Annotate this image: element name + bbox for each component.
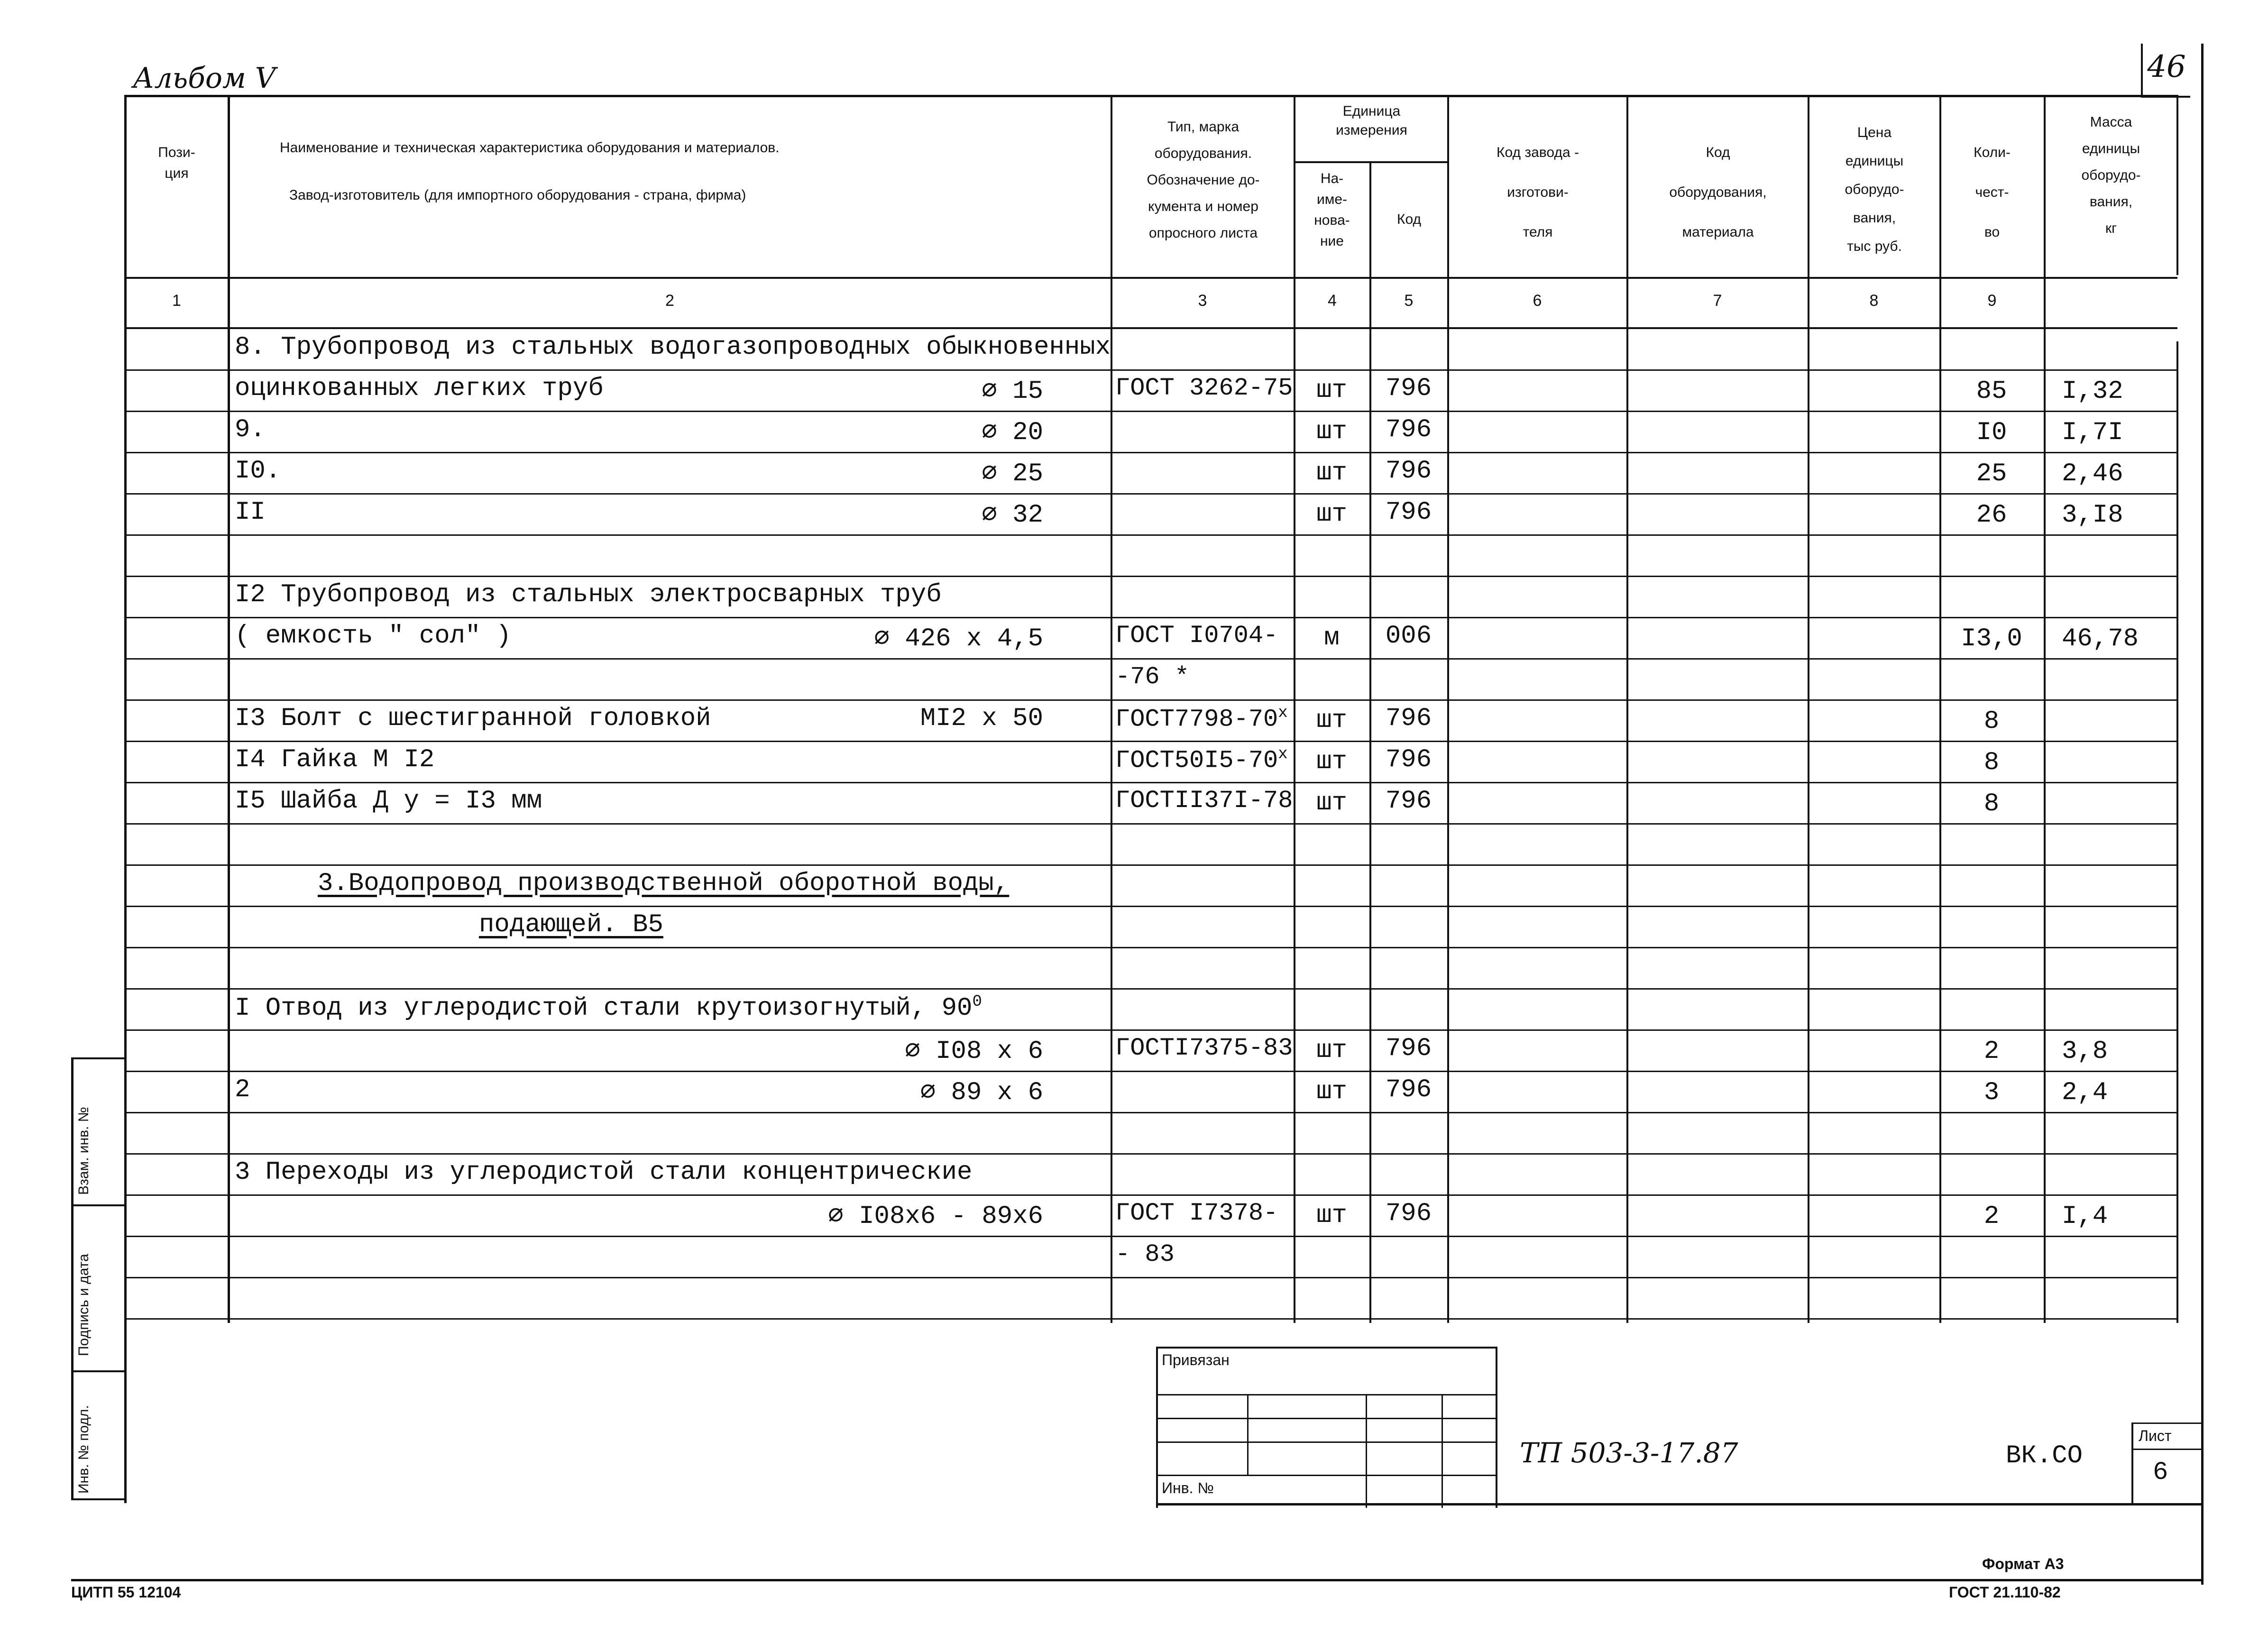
row-dimension: ∅ 426 х 4,5 — [874, 624, 1043, 653]
row-mass: 3,I8 — [2062, 501, 2123, 530]
row-divider — [124, 699, 2177, 701]
row-doc-sup: х — [1278, 745, 1288, 763]
stamp-line-b — [1156, 1347, 1158, 1508]
stamp-line-f — [1156, 1441, 1497, 1443]
row-description-cell — [235, 993, 982, 1023]
row-dimension: МI2 х 50 — [920, 704, 1043, 733]
header-pos: Пози- ция — [158, 145, 195, 181]
colnum-5: 5 — [1404, 292, 1414, 310]
stamp-mark: ВК.СО — [2006, 1441, 2083, 1470]
row-quantity: 2 — [1983, 1202, 2000, 1231]
row-description-cell — [235, 580, 942, 609]
side-strip-h2 — [71, 1204, 126, 1206]
side-label-inv-podl: Инв. № подл. — [76, 1405, 92, 1494]
footer-format: Формат А3 — [1982, 1555, 2064, 1572]
side-label-podpis: Подпись и дата — [76, 1254, 92, 1356]
stamp-sheet-top — [2131, 1423, 2203, 1424]
row-divider — [124, 493, 2177, 495]
header-unit-name: На- име- нова- ние — [1314, 171, 1350, 249]
stamp-sheet-v — [2131, 1423, 2133, 1505]
row-divider — [124, 947, 2177, 948]
row-doc-cell — [1115, 622, 1278, 650]
row-unit: шт — [1316, 1077, 1347, 1106]
row-unit: шт — [1316, 500, 1347, 529]
row-divider — [124, 1277, 2177, 1278]
frame-left — [124, 95, 127, 1503]
row-doc-cell — [1115, 1240, 1175, 1268]
row-unit-code: 796 — [1385, 704, 1432, 733]
frame-top — [124, 95, 2177, 97]
stamp-line-i — [1366, 1394, 1367, 1508]
row-doc: -76 * — [1115, 663, 1190, 691]
row-quantity: 85 — [1976, 377, 2007, 406]
row-dimension: ∅ 89 х 6 — [920, 1078, 1043, 1107]
stamp-privyazan: Привязан — [1162, 1351, 1230, 1368]
row-unit: шт — [1316, 1201, 1347, 1230]
row-description-cell — [235, 1158, 972, 1187]
row-divider — [124, 1112, 2177, 1113]
header-mass: Масса единицы оборудо- вания, кг — [2081, 114, 2141, 236]
col-line-9 — [2044, 95, 2046, 1323]
stamp-line-j — [1442, 1394, 1443, 1508]
side-strip-h3 — [71, 1370, 126, 1372]
row-quantity: 25 — [1976, 459, 2007, 488]
row-quantity: 8 — [1983, 748, 2000, 777]
row-doc: ГОСТ50I5-70 — [1115, 746, 1278, 775]
row-quantity: I0 — [1976, 418, 2007, 447]
frame-right — [2201, 44, 2204, 1585]
section-title: подающей. В5 — [479, 910, 663, 939]
row-description-cell — [235, 457, 281, 486]
row-description: I5 Шайба Д у = I3 мм — [235, 787, 542, 816]
row-divider — [124, 452, 2177, 453]
row-divider — [124, 1236, 2177, 1237]
row-description: 8. Трубопровод из стальных водогазопроводных обыкновенных — [235, 333, 1111, 362]
row-divider — [124, 988, 2177, 990]
colnum-3: 3 — [1198, 292, 1207, 310]
row-description-cell — [235, 1075, 250, 1104]
row-description-cell — [235, 498, 266, 527]
row-unit-code: 796 — [1385, 745, 1432, 774]
footer-gost: ГОСТ 21.110-82 — [1949, 1584, 2061, 1601]
side-strip-v — [71, 1057, 73, 1498]
col-line-1 — [228, 95, 230, 1323]
col-line-7 — [1808, 95, 1809, 1323]
row-description-cell — [235, 415, 266, 444]
header-bottom — [124, 277, 2177, 279]
footer-left-code: ЦИТП 55 12104 — [71, 1584, 181, 1601]
row-doc: ГОСТ7798-70 — [1115, 705, 1278, 734]
stamp-line-e — [1156, 1418, 1497, 1419]
row-description: 3 Переходы из углеродистой стали концентрические — [235, 1158, 973, 1187]
row-unit: шт — [1316, 706, 1347, 735]
row-dimension: ∅ 25 — [982, 459, 1043, 488]
row-unit: шт — [1316, 1036, 1347, 1065]
row-dimension: ∅ I08 х 6 — [905, 1037, 1043, 1066]
row-divider — [124, 576, 2177, 577]
row-doc-cell — [1115, 1034, 1293, 1062]
colnum-2: 2 — [665, 292, 674, 310]
row-divider — [124, 1071, 2177, 1072]
page-number: 46 — [2147, 49, 2186, 84]
row-description: ( емкость " сол" ) — [235, 622, 512, 651]
row-unit-code: 796 — [1385, 457, 1432, 486]
row-divider — [124, 411, 2177, 412]
header-unit-group: Единица измерения — [1336, 103, 1407, 138]
row-divider — [124, 534, 2177, 536]
row-mass: 46,78 — [2062, 624, 2139, 653]
header-name-2: Завод-изготовитель (для импортного оборудования - страна, фирма) — [289, 187, 746, 203]
row-description-cell — [235, 333, 1111, 362]
row-dimension: ∅ 15 — [982, 377, 1043, 406]
row-doc-cell — [1115, 704, 1288, 733]
row-divider — [124, 823, 2177, 825]
row-doc-cell — [1115, 663, 1189, 691]
stamp-line-d — [1156, 1394, 1497, 1395]
colnum-6: 6 — [1533, 292, 1542, 310]
colnum-8: 8 — [1869, 292, 1879, 310]
row-doc-cell — [1115, 787, 1293, 815]
row-doc: ГОСТI7375-83 — [1115, 1034, 1293, 1062]
colnum-4: 4 — [1328, 292, 1337, 310]
row-description-cell — [235, 622, 511, 651]
row-dimension: ∅ 32 — [982, 501, 1043, 530]
header-qty: Коли- чест- во — [1974, 145, 2011, 240]
section-title: 3.Водопровод производственной оборотной воды, — [318, 869, 1010, 898]
header-subline — [1294, 161, 1449, 163]
row-mass: 2,4 — [2062, 1078, 2108, 1107]
stamp-inv-no: Инв. № — [1162, 1479, 1214, 1496]
frame-bottom — [71, 1579, 2204, 1581]
colnum-1: 1 — [172, 292, 181, 310]
album-label: Альбом V — [133, 62, 276, 95]
row-description: I0. — [235, 457, 281, 486]
row-doc-cell — [1115, 745, 1288, 774]
header-factory-code: Код завода - изготови- теля — [1497, 145, 1579, 240]
row-mass: 2,46 — [2062, 459, 2123, 488]
header-unit-code: Код — [1396, 211, 1421, 227]
header-type: Тип, марка оборудования. Обозначение до- кумента и номер опросного листа — [1147, 119, 1260, 241]
side-strip-h4 — [71, 1498, 126, 1500]
row-divider — [124, 1029, 2177, 1031]
stamp-line-c — [1496, 1347, 1497, 1508]
row-quantity: I3,0 — [1961, 624, 2022, 653]
row-unit: шт — [1316, 789, 1347, 817]
row-unit-code: 796 — [1385, 1034, 1432, 1063]
row-description-sup: 0 — [972, 993, 982, 1011]
colnum-9: 9 — [1987, 292, 1997, 310]
row-unit-code: 796 — [1385, 415, 1432, 444]
row-quantity: 2 — [1983, 1037, 2000, 1066]
row-quantity: 8 — [1983, 789, 2000, 818]
header-price: Цена единицы оборудо- вания, тыс руб. — [1845, 125, 1904, 254]
row-quantity: 8 — [1983, 707, 2000, 736]
row-doc: ГОСТ I0704- — [1115, 622, 1278, 650]
row-unit-code: 006 — [1385, 622, 1432, 651]
stamp-sheet-label: Лист — [2139, 1427, 2172, 1444]
col-line-2 — [1111, 95, 1112, 1323]
row-divider — [124, 369, 2177, 371]
row-unit: шт — [1316, 376, 1347, 405]
row-description: I Отвод из углеродистой стали крутоизогнутый, 90 — [235, 994, 973, 1023]
stamp-line-k — [1156, 1503, 2203, 1505]
row-divider — [124, 658, 2177, 660]
row-description: 9. — [235, 415, 266, 444]
row-description-cell — [235, 704, 711, 733]
stamp-line-g — [1156, 1475, 1497, 1476]
row-divider — [124, 1153, 2177, 1155]
col-line-5 — [1447, 95, 1449, 1323]
row-unit: шт — [1316, 747, 1347, 776]
row-divider — [124, 782, 2177, 783]
row-quantity: 3 — [1983, 1078, 2000, 1107]
col-line-4 — [1369, 161, 1371, 1323]
row-description-cell — [235, 374, 604, 403]
row-description: I2 Трубопровод из стальных электросварных труб — [235, 580, 942, 609]
row-unit: шт — [1316, 459, 1347, 487]
stamp-sheet-no: 6 — [2153, 1458, 2168, 1487]
row-description: II — [235, 498, 266, 527]
row-mass: I,7I — [2062, 418, 2123, 447]
row-divider — [124, 617, 2177, 618]
row-description: I3 Болт с шестигранной головкой — [235, 704, 711, 733]
col-line-8 — [1939, 95, 1941, 1323]
stamp-line-h — [1247, 1394, 1249, 1475]
colnum-bottom — [124, 327, 2177, 329]
stamp-doc-code: ТП 503-3-17.87 — [1520, 1437, 1738, 1469]
header-equip-code: Код оборудования, материала — [1669, 145, 1767, 240]
col-line-10 — [2176, 95, 2178, 275]
row-unit-code: 796 — [1385, 374, 1432, 403]
row-mass: I,4 — [2062, 1202, 2108, 1231]
row-mass: I,32 — [2062, 377, 2123, 406]
row-unit: шт — [1316, 417, 1347, 446]
row-doc-cell — [1115, 1199, 1278, 1227]
row-divider — [124, 741, 2177, 742]
row-doc-cell — [1115, 374, 1293, 402]
row-description-cell — [235, 745, 434, 774]
col-line-6 — [1626, 95, 1628, 1323]
row-dimension: ∅ 20 — [982, 418, 1043, 447]
colnum-7: 7 — [1713, 292, 1722, 310]
row-divider — [124, 864, 2177, 866]
row-doc: ГОСТ 3262-75 — [1115, 374, 1293, 402]
row-quantity: 26 — [1976, 501, 2007, 530]
row-unit-code: 796 — [1385, 1075, 1432, 1104]
header-name-1: Наименование и техническая характеристика оборудования и материалов. — [280, 140, 780, 156]
row-divider — [124, 1318, 2177, 1320]
row-doc: ГОСТII37I-78 — [1115, 787, 1293, 815]
stamp-sheet-h — [2131, 1449, 2203, 1450]
row-divider — [124, 906, 2177, 907]
stamp-line-a — [1156, 1347, 1497, 1349]
row-doc: - 83 — [1115, 1240, 1175, 1268]
row-unit-code: 796 — [1385, 1199, 1432, 1228]
col-line-10b — [2176, 341, 2178, 1323]
row-unit: м — [1324, 624, 1340, 652]
row-divider — [124, 1194, 2177, 1196]
row-doc-sup: х — [1278, 704, 1288, 722]
row-description: оцинкованных легких труб — [235, 374, 604, 403]
row-description-cell — [235, 787, 542, 816]
row-dimension: ∅ I08х6 - 89х6 — [828, 1202, 1043, 1231]
row-unit-code: 796 — [1385, 498, 1432, 527]
side-strip-h1 — [71, 1057, 126, 1059]
side-label-vzam: Взам. инв. № — [76, 1107, 92, 1195]
row-unit-code: 796 — [1385, 787, 1432, 816]
row-description: 2 — [235, 1075, 250, 1104]
row-doc: ГОСТ I7378- — [1115, 1199, 1278, 1227]
page-number-box — [2141, 44, 2190, 98]
row-description: I4 Гайка М I2 — [235, 745, 435, 774]
row-mass: 3,8 — [2062, 1037, 2108, 1066]
